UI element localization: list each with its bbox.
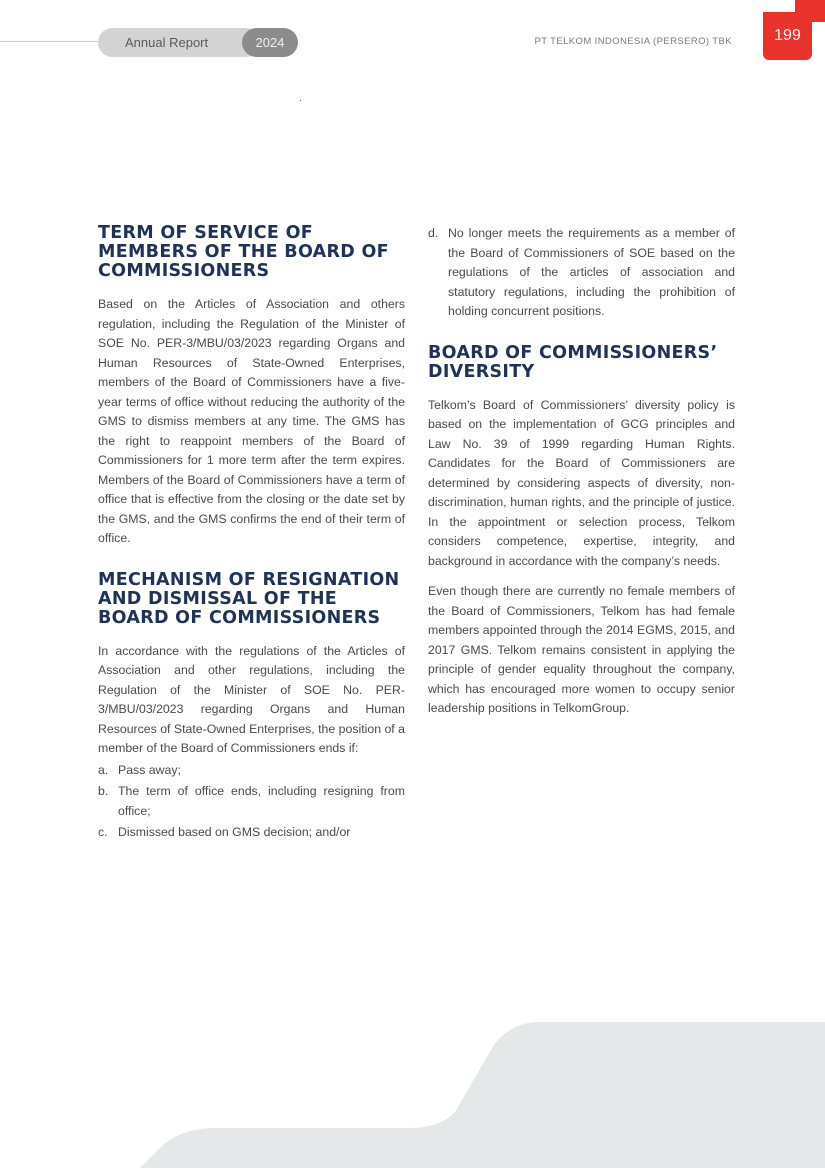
mechanism-body: In accordance with the regulations of the Articles of Association and other regulations, including the Regulation of the Minister of SOE No. PER-3/MBU/03/2023 regarding Organs and Human Resources of State-Owned Enterprises, the position of a member of the Board of Commissioners ends if: xyxy=(98,643,405,755)
company-name: PT TELKOM INDONESIA (PERSERO) TBK xyxy=(534,36,732,47)
term-of-service-heading: TERM OF SERVICE OF MEMBERS OF THE BOARD OF COMMISSIONERS xyxy=(98,223,389,281)
year-pill: 2024 xyxy=(242,28,298,57)
term-of-service-body: Based on the Articles of Association and others regulation, including the Regulation of the Minister of SOE No. PER-3/MBU/03/2023 regarding Organs and Human Resources of State-Owned Enterprises, members of the Board of Commissioners have a five-year terms of office without reducing the authority of the GMS to dismiss members at any time. The GMS has the right to reappoint members of the Board of Commissioners for 1 more term after the term expires. Members of the Board of Commissioners have a term of office that is effective from the closing or the date set by the GMS, and the GMS confirms the end of their term of office. xyxy=(98,297,405,545)
diversity-body-2: Even though there are currently no female members of the Board of Commissioners, Telkom has had female members appointed through the 2014 EGMS, 2015, and 2017 GMS. Telkom remains consistent in applying the principle of gender equality throughout the company, which has encouraged more women to occupy senior leadership positions in TelkomGroup. xyxy=(428,584,735,715)
list-marker: c. xyxy=(98,825,108,839)
diversity-heading: BOARD OF COMMISSIONERS’ DIVERSITY xyxy=(428,342,718,382)
list-item-text: Pass away; xyxy=(118,762,181,777)
list-marker: b. xyxy=(98,784,109,798)
diversity-body-1: Telkom’s Board of Commissioners’ diversity policy is based on the implementation of GCG principles and Law No. 39 of 1999 regarding Human Rights. Candidates for the Board of Commissioners are determined by considering aspects of diversity, non-discrimination, human rights, and the principle of justice. In the appointment or selection process, Telkom considers competence, expertise, integrity, and background in accordance with the company’s needs. xyxy=(428,397,735,568)
footer-shape-upper xyxy=(410,1022,825,1128)
list-item-text: No longer meets the requirements as a member of the Board of Commissioners of SOE based on the regulations of the articles of association and statutory regulations, including the prohibition of holding concurrent positions. xyxy=(448,226,735,318)
list-item-text: Dismissed based on GMS decision; and/or xyxy=(118,825,351,839)
list-item-text: The term of office ends, including resigning from office; xyxy=(118,784,405,818)
report-label-pill: Annual Report xyxy=(98,28,260,57)
page-number: 199 xyxy=(763,12,812,60)
mechanism-heading: MECHANISM OF RESIGNATION AND DISMISSAL OF THE BOARD OF COMMISSIONERS xyxy=(98,569,400,628)
list-marker: a. xyxy=(98,762,109,777)
footer-shape-lower xyxy=(140,1128,825,1168)
list-marker: d. xyxy=(428,226,439,240)
